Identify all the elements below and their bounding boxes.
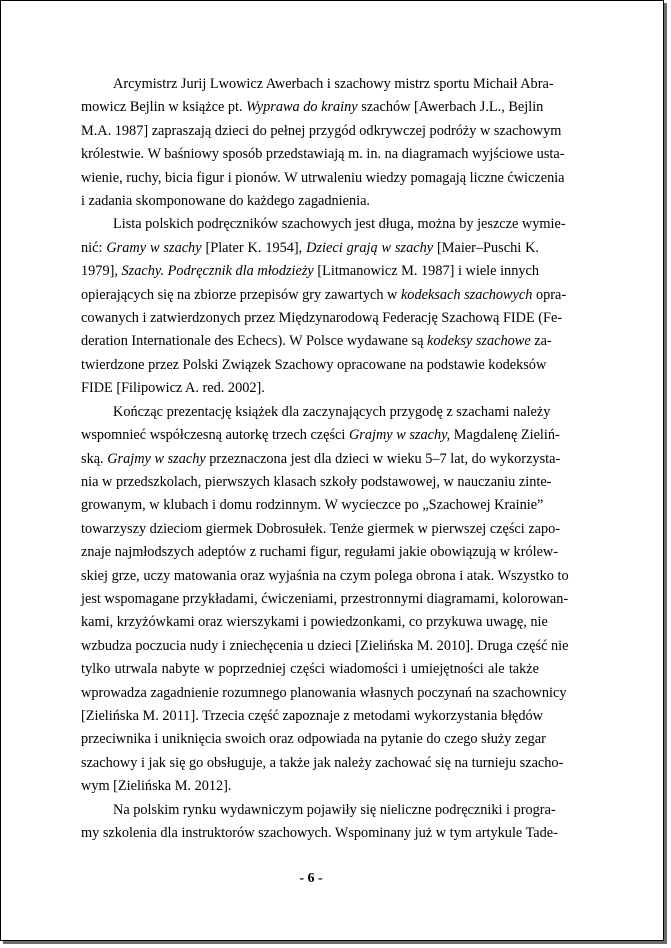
text-line: królestwie. W baśniowy sposób przedstawiają m. in. na diagramach wyjściowe usta- xyxy=(81,146,565,163)
italic-title: Grajmy w szachy xyxy=(107,450,206,467)
text-line: 1979], Szachy. Podręcznik dla młodzieży [Litmanowicz M. 1987] i wiele innych xyxy=(81,263,539,280)
italic-title: Wyprawa do krainy xyxy=(246,99,358,116)
text-line: mowicz Bejlin w książce pt. Wyprawa do krainy szachów [Awerbach J.L., Bejlin xyxy=(81,99,544,116)
text-line: [Zielińska M. 2011]. Trzecia część zapoznaje z metodami wykorzystania błędów xyxy=(81,707,543,724)
text-line: cowanych i zatwierdzonych przez Międzynarodową Federację Szachową FIDE (Fe- xyxy=(81,310,563,327)
text-line: szachowy i jak się go obsługuje, a także jak należy zachować się na turnieju szacho- xyxy=(81,754,564,771)
text-line: i zadania skomponowane do każdego zagadnienia. xyxy=(81,193,371,210)
text-line: wspomnieć współczesną autorkę trzech części Grajmy w szachy, Magdalenę Zieliń- xyxy=(81,427,560,444)
text-line: M.A. 1987] zapraszają dzieci do pełnej przygód odkrywczej podróży w szachowym xyxy=(81,122,562,139)
text-line: wzbudza poczucia nudy i zniechęcenia u dzieci [Zielińska M. 2010]. Druga część nie xyxy=(81,637,569,654)
text-line: nić: Gramy w szachy [Plater K. 1954], Dzieci grają w szachy [Maier–Puschi K. xyxy=(81,239,540,256)
text-line: kami, krzyżówkami oraz wierszykami i powiedzonkami, co przykuwa uwagę, nie xyxy=(81,614,548,631)
italic-title: kodeksy szachowe xyxy=(427,333,531,350)
italic-title: Dzieci grają w szachy xyxy=(306,239,434,256)
text-line: deration Internationale des Echecs). W Polsce wydawane są kodeksy szachowe za- xyxy=(81,333,552,350)
text-line: skiej grze, uczy matowania oraz wyjaśnia na czym polega obrona i atak. Wszystko to xyxy=(81,567,569,584)
text-line: Lista polskich podręczników szachowych jest długa, można by jeszcze wymie- xyxy=(113,216,566,233)
italic-title: Szachy. Podręcznik dla młodzieży xyxy=(121,263,314,280)
text-line: przeciwnika i uniknięcia swoich oraz odpowiada na pytanie do czego służy zegar xyxy=(81,731,546,748)
text-line: wprowadza zagadnienie rozumnego planowania własnych poczynań na szachownicy xyxy=(81,684,567,701)
paragraph xyxy=(81,401,569,799)
text-line: Kończąc prezentację książek dla zaczynających przygodę z szachami należy xyxy=(113,403,551,420)
text-line: wym [Zielińska M. 2012]. xyxy=(81,778,232,795)
paragraph xyxy=(81,73,565,213)
text-line: jest wspomagane przykładami, ćwiczeniami, przestronnymi diagramami, kolorowan- xyxy=(81,590,569,607)
paragraph xyxy=(81,213,567,400)
text-line: Arcymistrz Jurij Lwowicz Awerbach i szachowy mistrz sportu Michaił Abra- xyxy=(113,76,554,92)
text-line: wienie, ruchy, bicia figur i pionów. W utrwaleniu wiedzy pomagają liczne ćwiczenia xyxy=(81,169,565,186)
text-line: FIDE [Filipowicz A. red. 2002]. xyxy=(81,380,265,397)
text-line: Na polskim rynku wydawniczym pojawiły się nieliczne podręczniki i progra- xyxy=(113,801,556,818)
text-line: opierających się na zbiorze przepisów gry zawartych w kodeksach szachowych opra- xyxy=(81,286,567,303)
text-line: my szkolenia dla instruktorów szachowych. Wspominany już w tym artykule Tade- xyxy=(81,825,558,841)
body-text xyxy=(81,73,569,845)
paragraph xyxy=(81,799,558,846)
text-line: towarzyszy dzieciom giermek Dobrosułek. Tenże giermek w pierwszej części zapo- xyxy=(81,520,561,537)
text-line: twierdzone przez Polski Związek Szachowy opracowane na podstawie kodeksów xyxy=(81,356,547,373)
italic-title: kodeksach szachowych xyxy=(400,286,533,303)
text-line: znaje najmłodszych adeptów z ruchami figur, regułami jakie obowiązują w królew- xyxy=(81,544,559,561)
text-line: ską. Grajmy w szachy przeznaczona jest dla dzieci w wieku 5–7 lat, do wykorzysta- xyxy=(81,450,561,467)
page-number: - 6 - xyxy=(299,871,323,886)
text-line: growanym, w klubach i domu rodzinnym. W wycieczce po „Szachowej Krainie” xyxy=(81,497,544,514)
text-line: nia w przedszkolach, pierwszych klasach szkoły podstawowej, w nauczaniu zinte- xyxy=(81,473,552,490)
italic-title: Grajmy w szachy, xyxy=(348,427,451,444)
italic-title: Gramy w szachy xyxy=(106,239,202,256)
text-line: tylko utrwala nabyte w poprzedniej części wiadomości i umiejętności ale także xyxy=(81,661,539,678)
